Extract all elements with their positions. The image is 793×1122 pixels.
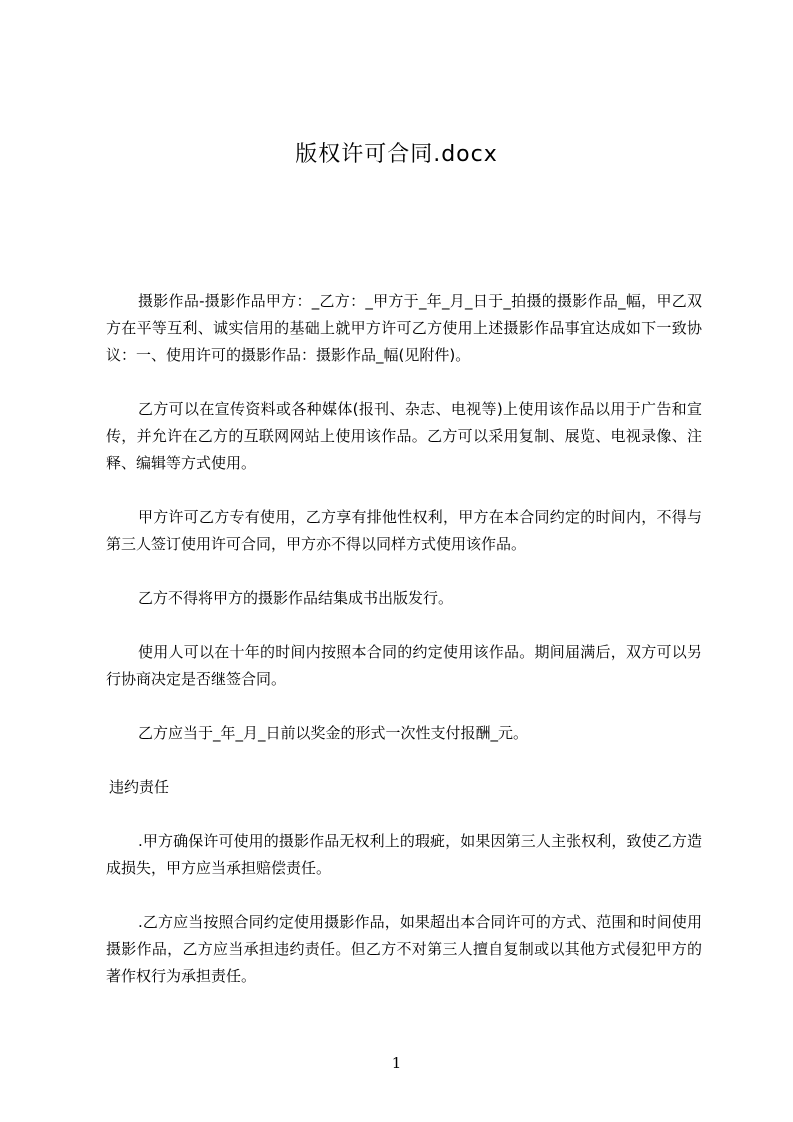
paragraph-liability-party-a: .甲方确保许可使用的摄影作品无权利上的瑕疵，如果因第三人主张权利，致使乙方造成损失，甲方应当承担赔偿责任。 — [106, 832, 702, 877]
page-number: 1 — [391, 1054, 402, 1072]
document-body — [106, 288, 702, 1017]
paragraph-liability-party-b: .乙方应当按照合同约定使用摄影作品，如果超出本合同许可的方式、范围和时间使用摄影作品，乙方应当承担违约责任。但乙方不对第三人擅自复制或以其他方式侵犯甲方的著作权行为承担责任。 — [106, 913, 702, 985]
paragraph-preamble: 摄影作品-摄影作品甲方：_乙方：_甲方于_年_月_日于_拍摄的摄影作品_幅，甲乙双方在平等互利、诚实信用的基础上就甲方许可乙方使用上述摄影作品事宜达成如下一致协议：一、使用许可的摄影作品：摄影作品_幅(见附件)。 — [106, 292, 702, 364]
document-title: 版权许可合同.docx — [295, 142, 498, 167]
section-heading-liability: 违约责任 — [109, 778, 170, 796]
paragraph-exclusive-use: 甲方许可乙方专有使用，乙方享有排他性权利，甲方在本合同约定的时间内，不得与第三人签订使用许可合同，甲方亦不得以同样方式使用该作品。 — [106, 508, 702, 553]
paragraph-payment: 乙方应当于_年_月_日前以奖金的形式一次性支付报酬_元。 — [138, 724, 529, 742]
paragraph-no-publication: 乙方不得将甲方的摄影作品结集成书出版发行。 — [138, 589, 454, 607]
paragraph-usage-scope: 乙方可以在宣传资料或各种媒体(报刊、杂志、电视等)上使用该作品以用于广告和宣传，并允许在乙方的互联网网站上使用该作品。乙方可以采用复制、展览、电视录像、注释、编辑等方式使用。 — [106, 400, 702, 472]
paragraph-term: 使用人可以在十年的时间内按照本合同的约定使用该作品。期间届满后，双方可以另行协商决定是否继签合同。 — [106, 643, 702, 688]
